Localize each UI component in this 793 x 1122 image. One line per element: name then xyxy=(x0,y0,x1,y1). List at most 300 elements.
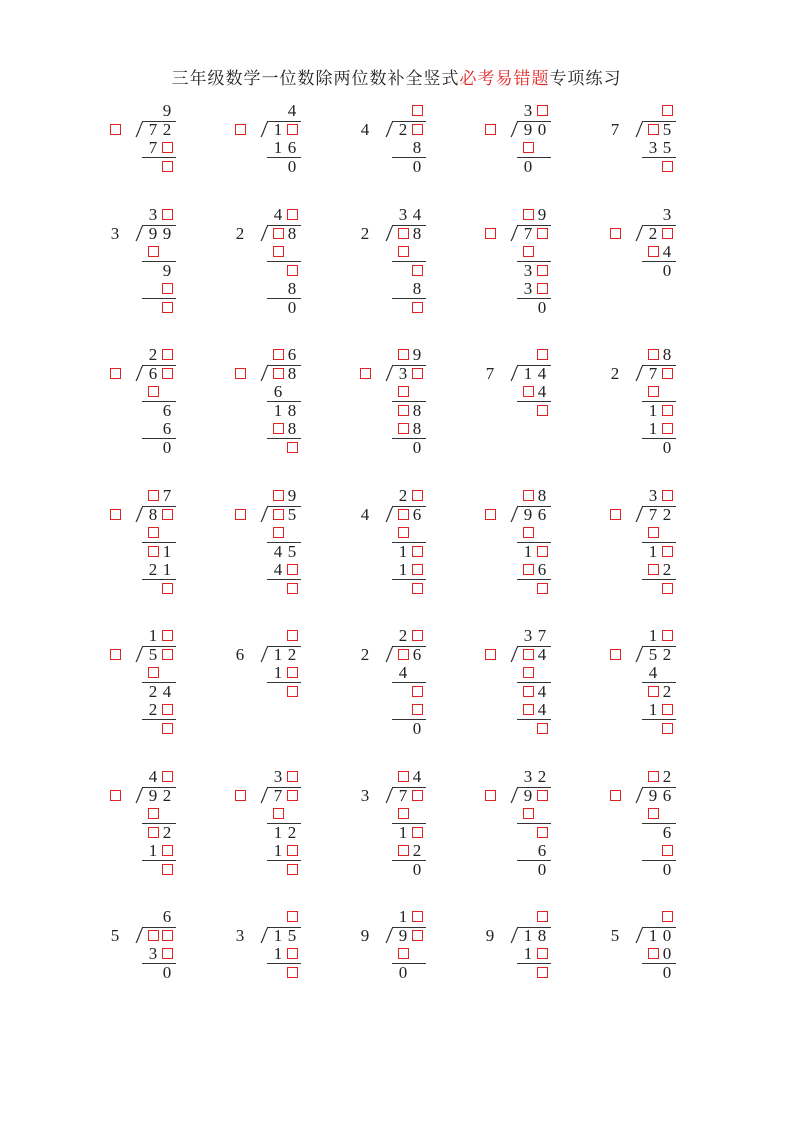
dividend-digit-blank-box[interactable] xyxy=(287,124,298,135)
quotient-digit-blank-box[interactable] xyxy=(648,771,659,782)
dividend-digit: 9 xyxy=(398,925,408,945)
step-digit-blank-box[interactable] xyxy=(523,564,534,575)
dividend-digit: 7 xyxy=(648,504,658,524)
title-highlight: 必考易错题 xyxy=(459,69,550,89)
quotient-digit-blank-box[interactable] xyxy=(287,911,298,922)
step-digit: 0 xyxy=(662,944,672,963)
step-digit: 1 xyxy=(648,541,658,561)
division-bracket xyxy=(385,120,394,137)
dividend-digit: 4 xyxy=(537,644,547,664)
step-digit-blank-box[interactable] xyxy=(162,283,173,294)
division-bracket xyxy=(260,505,269,522)
division-bracket xyxy=(135,926,144,943)
step-digit-blank-box[interactable] xyxy=(412,686,423,697)
step-digit-blank-box[interactable] xyxy=(162,845,173,856)
step-digit-blank-box[interactable] xyxy=(162,864,173,875)
quotient-digit-blank-box[interactable] xyxy=(662,490,673,501)
quotient-digit: 1 xyxy=(398,907,408,926)
divisor-blank-box[interactable] xyxy=(610,228,621,239)
step-digit-blank-box[interactable] xyxy=(398,808,409,819)
step-digit: 0 xyxy=(412,718,422,738)
dividend-digit: 6 xyxy=(412,644,422,664)
quotient-digit-blank-box[interactable] xyxy=(162,349,173,360)
divisor: 4 xyxy=(360,119,370,139)
divisor-blank-box[interactable] xyxy=(485,509,496,520)
step-digit-blank-box[interactable] xyxy=(287,667,298,678)
step-digit-blank-box[interactable] xyxy=(537,967,548,978)
step-digit: 0 xyxy=(412,156,422,176)
division-bracket xyxy=(260,926,269,943)
dividend-digit: 9 xyxy=(523,119,533,139)
step-digit-blank-box[interactable] xyxy=(662,723,673,734)
divisor: 4 xyxy=(360,504,370,524)
step-digit-blank-box[interactable] xyxy=(523,686,534,697)
division-bracket xyxy=(635,120,644,137)
step-digit: 4 xyxy=(162,681,172,701)
dividend-digit-blank-box[interactable] xyxy=(162,509,173,520)
quotient-digit-blank-box[interactable] xyxy=(537,911,548,922)
dividend-digit: 8 xyxy=(287,363,297,383)
division-problem xyxy=(608,908,718,1108)
step-digit-blank-box[interactable] xyxy=(412,546,423,557)
step-digit-blank-box[interactable] xyxy=(148,827,159,838)
step-digit-blank-box[interactable] xyxy=(162,723,173,734)
step-digit-blank-box[interactable] xyxy=(537,723,548,734)
dividend-digit: 1 xyxy=(523,363,533,383)
step-digit: 4 xyxy=(537,382,547,401)
divisor-blank-box[interactable] xyxy=(485,124,496,135)
step-digit-blank-box[interactable] xyxy=(273,423,284,434)
divisor-blank-box[interactable] xyxy=(235,368,246,379)
subtraction-line xyxy=(142,860,176,861)
step-digit-blank-box[interactable] xyxy=(162,948,173,959)
step-digit-blank-box[interactable] xyxy=(287,967,298,978)
quotient-digit-blank-box[interactable] xyxy=(162,771,173,782)
step-digit-blank-box[interactable] xyxy=(287,948,298,959)
dividend-digit-blank-box[interactable] xyxy=(662,368,673,379)
dividend-digit-blank-box[interactable] xyxy=(662,228,673,239)
quotient-digit-blank-box[interactable] xyxy=(412,911,423,922)
quotient-digit: 8 xyxy=(537,486,547,505)
dividend-digit-blank-box[interactable] xyxy=(398,509,409,520)
division-bracket xyxy=(260,120,269,137)
dividend-digit-blank-box[interactable] xyxy=(162,368,173,379)
divisor: 3 xyxy=(360,785,370,805)
step-digit-blank-box[interactable] xyxy=(148,808,159,819)
step-digit: 4 xyxy=(273,541,283,561)
divisor-blank-box[interactable] xyxy=(235,124,246,135)
dividend-digit: 1 xyxy=(273,119,283,139)
division-bracket xyxy=(385,505,394,522)
dividend-digit: 6 xyxy=(662,785,672,805)
step-digit-blank-box[interactable] xyxy=(523,808,534,819)
quotient-digit: 2 xyxy=(148,345,158,364)
step-digit-blank-box[interactable] xyxy=(537,948,548,959)
step-digit: 1 xyxy=(162,560,172,579)
dividend-digit-blank-box[interactable] xyxy=(412,790,423,801)
step-digit-blank-box[interactable] xyxy=(398,405,409,416)
divisor-blank-box[interactable] xyxy=(360,368,371,379)
quotient-digit: 9 xyxy=(412,345,422,364)
step-digit-blank-box[interactable] xyxy=(412,704,423,715)
step-digit-blank-box[interactable] xyxy=(648,564,659,575)
step-digit-blank-box[interactable] xyxy=(648,808,659,819)
step-digit-blank-box[interactable] xyxy=(662,423,673,434)
step-digit-blank-box[interactable] xyxy=(148,386,159,397)
division-problem xyxy=(233,908,343,1108)
step-digit-blank-box[interactable] xyxy=(162,161,173,172)
divisor-blank-box[interactable] xyxy=(235,790,246,801)
step-digit-blank-box[interactable] xyxy=(523,142,534,153)
step-digit-blank-box[interactable] xyxy=(148,667,159,678)
dividend-digit-blank-box[interactable] xyxy=(648,124,659,135)
dividend-digit: 9 xyxy=(148,785,158,805)
step-digit: 1 xyxy=(273,841,283,860)
step-digit-blank-box[interactable] xyxy=(398,246,409,257)
step-digit: 5 xyxy=(662,138,672,157)
subtraction-line xyxy=(517,963,551,964)
step-digit-blank-box[interactable] xyxy=(398,386,409,397)
subtraction-line xyxy=(267,579,301,580)
division-bracket xyxy=(260,786,269,803)
dividend-digit: 9 xyxy=(148,223,158,243)
division-bracket xyxy=(260,645,269,662)
dividend-digit-blank-box[interactable] xyxy=(537,228,548,239)
step-digit-blank-box[interactable] xyxy=(648,686,659,697)
page-title xyxy=(0,64,793,89)
quotient-digit-blank-box[interactable] xyxy=(523,209,534,220)
quotient-digit-blank-box[interactable] xyxy=(412,105,423,116)
divisor-blank-box[interactable] xyxy=(610,790,621,801)
quotient-digit: 9 xyxy=(287,486,297,505)
division-bracket xyxy=(135,505,144,522)
step-digit: 6 xyxy=(273,382,283,401)
step-digit: 2 xyxy=(662,560,672,579)
divisor: 2 xyxy=(610,363,620,383)
step-digit-blank-box[interactable] xyxy=(287,265,298,276)
step-digit: 0 xyxy=(162,437,172,457)
dividend-digit-blank-box[interactable] xyxy=(398,228,409,239)
quotient-digit-blank-box[interactable] xyxy=(537,105,548,116)
quotient-digit-blank-box[interactable] xyxy=(287,209,298,220)
step-digit-blank-box[interactable] xyxy=(412,564,423,575)
division-bracket xyxy=(510,645,519,662)
subtraction-line xyxy=(142,579,176,580)
step-digit-blank-box[interactable] xyxy=(648,246,659,257)
step-digit-blank-box[interactable] xyxy=(148,546,159,557)
step-digit-blank-box[interactable] xyxy=(662,161,673,172)
step-digit: 2 xyxy=(162,822,172,842)
step-digit-blank-box[interactable] xyxy=(537,265,548,276)
dividend-digit: 5 xyxy=(287,925,297,945)
quotient-digit-blank-box[interactable] xyxy=(523,490,534,501)
division-bracket xyxy=(385,224,394,241)
dividend-digit-blank-box[interactable] xyxy=(273,509,284,520)
step-digit-blank-box[interactable] xyxy=(273,808,284,819)
dividend-digit: 1 xyxy=(523,925,533,945)
divisor-blank-box[interactable] xyxy=(110,368,121,379)
divisor: 2 xyxy=(360,644,370,664)
step-digit: 1 xyxy=(273,138,283,157)
quotient-digit: 2 xyxy=(398,486,408,505)
division-bracket xyxy=(635,926,644,943)
step-digit-blank-box[interactable] xyxy=(523,704,534,715)
step-digit-blank-box[interactable] xyxy=(523,386,534,397)
quotient-digit-blank-box[interactable] xyxy=(662,630,673,641)
quotient-digit: 2 xyxy=(398,626,408,645)
step-digit-blank-box[interactable] xyxy=(412,265,423,276)
dividend-digit: 5 xyxy=(148,644,158,664)
step-digit-blank-box[interactable] xyxy=(662,845,673,856)
dividend-digit-blank-box[interactable] xyxy=(398,649,409,660)
quotient-digit: 3 xyxy=(398,205,408,224)
step-digit-blank-box[interactable] xyxy=(537,583,548,594)
step-digit: 0 xyxy=(662,437,672,457)
quotient-digit: 9 xyxy=(162,101,172,120)
division-bracket xyxy=(385,364,394,381)
title-prefix: 三年级数学一位数除两位数补全竖式 xyxy=(171,69,460,89)
step-digit-blank-box[interactable] xyxy=(398,948,409,959)
dividend-digit: 7 xyxy=(523,223,533,243)
dividend-digit: 9 xyxy=(162,223,172,243)
divisor: 7 xyxy=(610,119,620,139)
quotient-digit: 9 xyxy=(537,205,547,224)
dividend-digit: 8 xyxy=(287,223,297,243)
step-digit: 2 xyxy=(412,841,422,860)
step-digit-blank-box[interactable] xyxy=(662,704,673,715)
step-digit-blank-box[interactable] xyxy=(537,283,548,294)
divisor: 3 xyxy=(235,925,245,945)
step-digit-blank-box[interactable] xyxy=(523,667,534,678)
division-bracket xyxy=(510,926,519,943)
subtraction-line xyxy=(392,579,426,580)
subtraction-line xyxy=(142,298,176,299)
divisor-blank-box[interactable] xyxy=(235,509,246,520)
step-digit-blank-box[interactable] xyxy=(287,864,298,875)
dividend-digit: 2 xyxy=(662,504,672,524)
quotient-digit-blank-box[interactable] xyxy=(398,349,409,360)
divisor-blank-box[interactable] xyxy=(610,649,621,660)
step-digit: 3 xyxy=(523,260,533,280)
quotient-digit-blank-box[interactable] xyxy=(273,490,284,501)
step-digit-blank-box[interactable] xyxy=(287,845,298,856)
dividend-digit-blank-box[interactable] xyxy=(287,790,298,801)
step-digit-blank-box[interactable] xyxy=(398,527,409,538)
quotient-digit: 4 xyxy=(412,205,422,224)
division-problem xyxy=(483,908,593,1108)
dividend-digit-blank-box[interactable] xyxy=(273,228,284,239)
step-digit: 6 xyxy=(537,841,547,860)
step-digit: 1 xyxy=(148,841,158,860)
step-digit-blank-box[interactable] xyxy=(287,686,298,697)
quotient-digit-blank-box[interactable] xyxy=(412,630,423,641)
division-bracket xyxy=(135,786,144,803)
quotient-digit-blank-box[interactable] xyxy=(162,630,173,641)
divisor: 9 xyxy=(360,925,370,945)
step-digit: 1 xyxy=(523,944,533,963)
step-digit-blank-box[interactable] xyxy=(398,845,409,856)
subtraction-line xyxy=(267,261,301,262)
quotient-digit-blank-box[interactable] xyxy=(648,349,659,360)
step-digit-blank-box[interactable] xyxy=(148,246,159,257)
quotient-digit: 3 xyxy=(523,767,533,786)
step-digit: 4 xyxy=(537,700,547,719)
divisor-blank-box[interactable] xyxy=(485,790,496,801)
divisor: 2 xyxy=(360,223,370,243)
dividend-digit: 1 xyxy=(273,925,283,945)
quotient-digit-blank-box[interactable] xyxy=(162,209,173,220)
step-digit-blank-box[interactable] xyxy=(162,142,173,153)
step-digit: 8 xyxy=(412,138,422,157)
step-digit: 1 xyxy=(648,700,658,719)
step-digit-blank-box[interactable] xyxy=(287,564,298,575)
step-digit: 1 xyxy=(273,822,283,842)
subtraction-line xyxy=(142,719,176,720)
dividend-digit-blank-box[interactable] xyxy=(148,930,159,941)
step-digit-blank-box[interactable] xyxy=(412,583,423,594)
dividend-digit-blank-box[interactable] xyxy=(273,368,284,379)
step-digit: 1 xyxy=(162,541,172,561)
dividend-digit: 3 xyxy=(398,363,408,383)
dividend-digit: 8 xyxy=(412,223,422,243)
step-digit-blank-box[interactable] xyxy=(287,442,298,453)
divisor-blank-box[interactable] xyxy=(110,509,121,520)
step-digit: 1 xyxy=(398,541,408,561)
step-digit-blank-box[interactable] xyxy=(162,583,173,594)
step-digit-blank-box[interactable] xyxy=(662,405,673,416)
dividend-digit: 9 xyxy=(648,785,658,805)
step-digit: 6 xyxy=(162,419,172,438)
division-problem xyxy=(108,908,218,1108)
step-digit: 0 xyxy=(398,962,408,982)
quotient-digit: 4 xyxy=(412,767,422,786)
division-bracket xyxy=(135,364,144,381)
subtraction-line xyxy=(392,298,426,299)
step-digit-blank-box[interactable] xyxy=(537,827,548,838)
dividend-digit-blank-box[interactable] xyxy=(162,649,173,660)
step-digit-blank-box[interactable] xyxy=(148,527,159,538)
dividend-digit-blank-box[interactable] xyxy=(412,930,423,941)
subtraction-line xyxy=(517,719,551,720)
quotient-digit: 4 xyxy=(273,205,283,224)
division-bracket xyxy=(510,364,519,381)
divisor-blank-box[interactable] xyxy=(485,649,496,660)
divisor: 6 xyxy=(235,644,245,664)
divisor: 5 xyxy=(110,925,120,945)
divisor-blank-box[interactable] xyxy=(610,509,621,520)
divisor: 9 xyxy=(485,925,495,945)
dividend-digit-blank-box[interactable] xyxy=(162,930,173,941)
quotient-digit-blank-box[interactable] xyxy=(662,105,673,116)
step-digit-blank-box[interactable] xyxy=(662,546,673,557)
step-digit-blank-box[interactable] xyxy=(287,583,298,594)
step-digit-blank-box[interactable] xyxy=(523,246,534,257)
subtraction-line xyxy=(517,579,551,580)
step-digit-blank-box[interactable] xyxy=(537,546,548,557)
step-digit-blank-box[interactable] xyxy=(648,527,659,538)
step-digit: 0 xyxy=(412,437,422,457)
division-bracket xyxy=(135,120,144,137)
quotient-digit-blank-box[interactable] xyxy=(287,630,298,641)
quotient-digit: 3 xyxy=(523,101,533,120)
step-digit-blank-box[interactable] xyxy=(412,827,423,838)
dividend-digit: 6 xyxy=(412,504,422,524)
dividend-digit: 1 xyxy=(648,925,658,945)
dividend-digit-blank-box[interactable] xyxy=(412,368,423,379)
step-digit-blank-box[interactable] xyxy=(412,302,423,313)
step-digit: 8 xyxy=(287,279,297,298)
dividend-digit-blank-box[interactable] xyxy=(537,790,548,801)
division-bracket xyxy=(635,224,644,241)
step-digit: 4 xyxy=(398,663,408,682)
step-digit-blank-box[interactable] xyxy=(648,948,659,959)
quotient-digit-blank-box[interactable] xyxy=(662,911,673,922)
subtraction-line xyxy=(142,157,176,158)
step-digit: 0 xyxy=(523,156,533,176)
divisor-blank-box[interactable] xyxy=(110,790,121,801)
quotient-digit-blank-box[interactable] xyxy=(148,490,159,501)
divisor-blank-box[interactable] xyxy=(110,649,121,660)
quotient-digit-blank-box[interactable] xyxy=(287,771,298,782)
dividend-digit: 7 xyxy=(398,785,408,805)
step-digit: 8 xyxy=(412,400,422,420)
divisor-blank-box[interactable] xyxy=(110,124,121,135)
division-problem xyxy=(358,908,468,1108)
step-digit-blank-box[interactable] xyxy=(162,704,173,715)
dividend-digit: 5 xyxy=(662,119,672,139)
step-digit: 6 xyxy=(287,138,297,157)
quotient-digit: 2 xyxy=(662,767,672,786)
step-digit: 1 xyxy=(648,419,658,438)
subtraction-line xyxy=(642,579,676,580)
quotient-digit-blank-box[interactable] xyxy=(273,349,284,360)
step-digit: 2 xyxy=(287,822,297,842)
step-digit-blank-box[interactable] xyxy=(162,302,173,313)
step-digit-blank-box[interactable] xyxy=(273,527,284,538)
step-digit: 6 xyxy=(662,822,672,842)
step-digit-blank-box[interactable] xyxy=(398,423,409,434)
step-digit: 3 xyxy=(648,138,658,157)
dividend-digit: 2 xyxy=(398,119,408,139)
division-bracket xyxy=(635,786,644,803)
step-digit: 3 xyxy=(148,944,158,963)
step-digit-blank-box[interactable] xyxy=(648,386,659,397)
dividend-digit: 2 xyxy=(648,223,658,243)
dividend-digit-blank-box[interactable] xyxy=(412,124,423,135)
step-digit: 0 xyxy=(287,297,297,317)
quotient-digit: 6 xyxy=(287,345,297,364)
step-digit: 8 xyxy=(412,419,422,438)
quotient-digit-blank-box[interactable] xyxy=(412,490,423,501)
quotient-digit: 8 xyxy=(662,345,672,364)
step-digit-blank-box[interactable] xyxy=(273,246,284,257)
divisor-blank-box[interactable] xyxy=(485,228,496,239)
step-digit: 1 xyxy=(273,944,283,963)
quotient-digit-blank-box[interactable] xyxy=(398,771,409,782)
dividend-digit: 8 xyxy=(537,925,547,945)
step-digit-blank-box[interactable] xyxy=(662,583,673,594)
step-digit-blank-box[interactable] xyxy=(537,405,548,416)
subtraction-line xyxy=(267,963,301,964)
dividend-digit: 2 xyxy=(162,119,172,139)
step-digit: 8 xyxy=(412,279,422,298)
step-digit: 0 xyxy=(662,962,672,982)
step-digit: 5 xyxy=(287,541,297,561)
division-bracket xyxy=(385,926,394,943)
dividend-digit-blank-box[interactable] xyxy=(523,649,534,660)
step-digit-blank-box[interactable] xyxy=(523,527,534,538)
quotient-digit-blank-box[interactable] xyxy=(537,349,548,360)
